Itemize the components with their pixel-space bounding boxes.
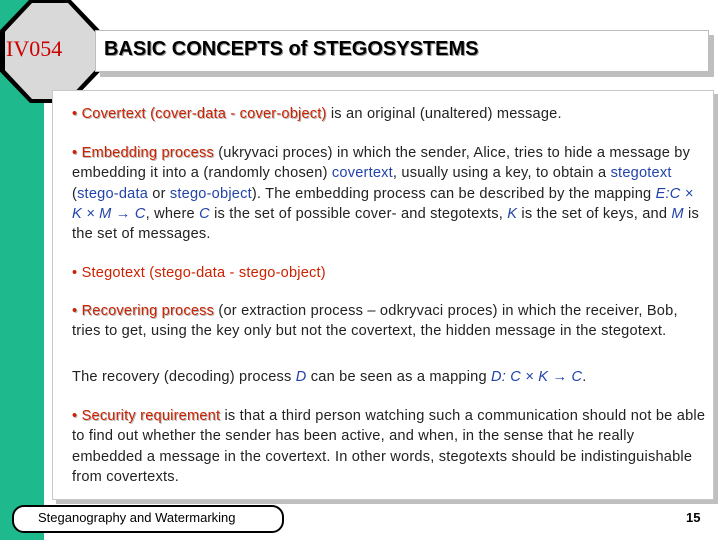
page-title: BASIC CONCEPTS of STEGOSYSTEMS: [104, 38, 479, 60]
symbol-k: K: [507, 205, 518, 222]
paragraph-text: is an original (unaltered) message.: [326, 106, 562, 122]
paragraph-text: is the set of possible cover- and stegotexts,: [209, 205, 508, 222]
symbol-d: D: [295, 369, 307, 385]
paragraph-text: , usually using a key, to obtain a: [392, 165, 611, 182]
term-stego-data: stego-data: [77, 185, 149, 202]
paragraph-text: is the set of keys, and: [517, 205, 672, 222]
symbol-m: M: [671, 205, 684, 222]
paragraph-text: is the set of messages.: [72, 205, 699, 243]
paragraph-text: is that a third person watching such a communication should not be able to find out whether the sender has been active, and when, in the sense that he really embedded a message in the covertext. In other words, stegotexts should be indistinguishable from covertexts.: [72, 408, 706, 485]
course-code: IV054: [6, 36, 63, 61]
paragraph-text: , where: [145, 205, 200, 222]
symbol-c: C: [199, 205, 210, 222]
term-covertext: • Covertext (cover-data - cover-object): [72, 106, 327, 122]
paragraph-recovery-mapping: [72, 367, 706, 387]
paragraph-embedding: [72, 143, 706, 244]
term-covertext-inline: covertext: [331, 165, 393, 182]
page-number: 15: [686, 510, 701, 525]
term-recovering-process: • Recovering process: [72, 303, 215, 319]
recovery-mapping: D: C × K → C: [491, 369, 583, 385]
term-embedding-process: • Embedding process: [72, 145, 214, 161]
paragraph-covertext: [72, 104, 706, 124]
paragraph-text: The recovery (decoding) process: [72, 369, 296, 385]
term-security-requirement: • Security requirement: [72, 408, 221, 424]
paragraph-security: [72, 406, 706, 487]
term-stego-object: stego-object: [169, 185, 252, 202]
paragraph-text: can be seen as a mapping: [306, 369, 492, 385]
term-stegotext-inline: stegotext: [610, 165, 672, 182]
footer-label: Steganography and Watermarking: [38, 510, 236, 525]
paragraph-recovering: [72, 301, 706, 342]
paragraph-stegotext: • Stegotext (stego-data - stego-object): [72, 265, 326, 281]
embedding-mapping: E:C × K × M → C: [72, 185, 694, 222]
paragraph-text: or: [148, 185, 170, 202]
paragraph-text: .: [582, 369, 587, 385]
paragraph-text: (or extraction process – odkryvaci proces) in which the receiver, Bob, tries to get, using the key only but not the covertext, the hidden message in the stegotext.: [72, 303, 678, 340]
paragraph-text: (: [72, 185, 78, 202]
paragraph-text: ). The embedding process can be described by the mapping: [251, 185, 656, 202]
paragraph-text: (ukryvaci proces) in which the sender, Alice, tries to hide a message by embedding it into a (randomly chosen): [72, 145, 691, 182]
